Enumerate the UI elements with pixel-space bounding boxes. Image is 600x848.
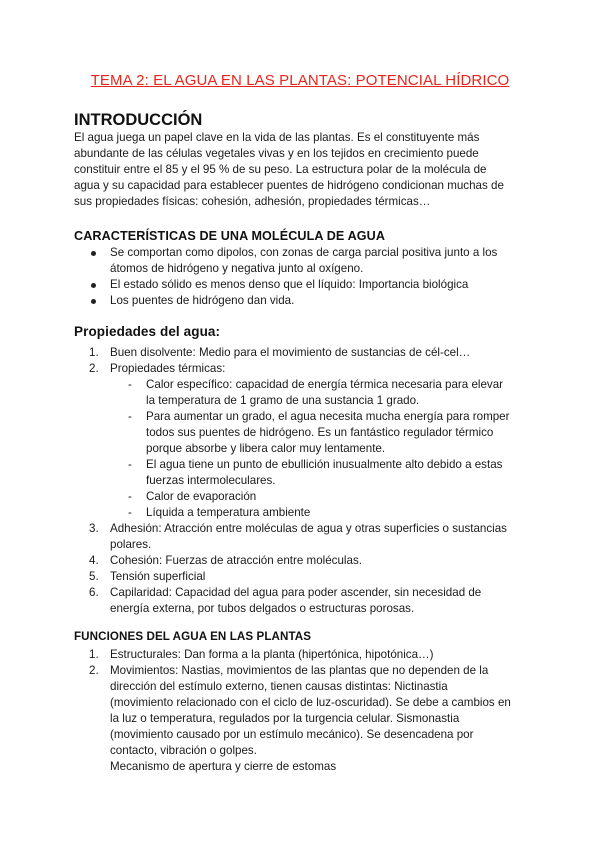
functions-item-line: Movimientos: Nastias, movimientos de las plantas que no dependen de la <box>110 664 489 677</box>
intro-line: sus propiedades físicas: cohesión, adhesión, propiedades térmicas… <box>74 195 431 208</box>
dash-marker: - <box>128 410 132 423</box>
bullet-dot <box>91 251 96 256</box>
intro-line: abundante de las células vegetales vivas y en los tejidos en crecimiento puede <box>74 147 479 160</box>
list-number: 2. <box>89 664 99 677</box>
intro-line: constituir entre el 85 y el 95 % de su peso. La estructura polar de la molécula de <box>74 163 487 176</box>
thermal-subitem-line: la temperatura de 1 gramo de una sustancia 1 grado. <box>146 394 420 407</box>
thermal-subitem-line: Calor específico: capacidad de energía térmica necesaria para elevar <box>146 378 504 391</box>
functions-item-line: contacto, vibración o golpes. <box>110 744 257 757</box>
characteristics-heading: CARACTERÍSTICAS DE UNA MOLÉCULA DE AGUA <box>74 229 386 243</box>
intro-paragraph <box>74 130 532 210</box>
dash-marker: - <box>128 490 132 503</box>
properties-item-line: Capilaridad: Capacidad del agua para poder ascender, sin necesidad de <box>110 586 482 599</box>
properties-heading: Propiedades del agua: <box>74 324 221 339</box>
dash-marker: - <box>128 378 132 391</box>
properties-item-line: energía externa, por tubos delgados o estructuras porosas. <box>110 602 415 615</box>
thermal-subitem-line: Líquida a temperatura ambiente <box>146 506 311 519</box>
bullet-dot <box>91 299 96 304</box>
functions-item-line: (movimiento causado por un estímulo mecánico). Se desencadena por <box>110 728 474 741</box>
thermal-subitem-line: fuerzas intermoleculares. <box>146 474 276 487</box>
functions-heading: FUNCIONES DEL AGUA EN LAS PLANTAS <box>74 630 312 643</box>
dash-marker: - <box>128 458 132 471</box>
list-number: 3. <box>89 522 99 535</box>
properties-item-line: Tensión superficial <box>110 570 206 583</box>
functions-item-line: la luz o temperatura, regulados por la turgencia celular. Sismonastia <box>110 712 460 725</box>
thermal-subitem-line: Para aumentar un grado, el agua necesita mucha energía para romper <box>146 410 510 423</box>
properties-item-line: polares. <box>110 538 152 551</box>
list-number: 5. <box>89 570 99 583</box>
characteristics-item-line: átomos de hidrógeno y negativa junto al oxígeno. <box>110 262 364 275</box>
list-number: 1. <box>89 346 99 359</box>
thermal-subitem-line: El agua tiene un punto de ebullición inusualmente alto debido a estas <box>146 458 503 471</box>
properties-item-line: Cohesión: Fuerzas de atracción entre moléculas. <box>110 554 362 567</box>
list-number: 4. <box>89 554 99 567</box>
properties-item-line: Adhesión: Atracción entre moléculas de agua y otras superficies o sustancias <box>110 522 507 535</box>
thermal-subitem-line: Calor de evaporación <box>146 490 257 503</box>
intro-line: El agua juega un papel clave en la vida de las plantas. Es el constituyente más <box>74 131 480 144</box>
thermal-subitem-line: todos sus puentes de hidrógeno. Es un fantástico regulador térmico <box>146 426 494 439</box>
properties-item-line: Propiedades térmicas: <box>110 362 226 375</box>
functions-item-line: Estructurales: Dan forma a la planta (hipertónica, hipotónica…) <box>110 648 434 661</box>
functions-item-line: Mecanismo de apertura y cierre de estomas <box>110 760 337 773</box>
dash-marker: - <box>128 506 132 519</box>
functions-item-line: (movimiento relacionado con el ciclo de luz-oscuridad). Se debe a cambios en <box>110 696 511 709</box>
characteristics-item-line: El estado sólido es menos denso que el líquido: Importancia biológica <box>110 278 469 291</box>
intro-heading: INTRODUCCIÓN <box>74 111 203 129</box>
thermal-subitem-line: porque absorbe y libera calor muy lentamente. <box>146 442 386 455</box>
characteristics-item-line: Se comportan como dipolos, con zonas de carga parcial positiva junto a los <box>110 246 498 259</box>
list-number: 2. <box>89 362 99 375</box>
page-title: TEMA 2: EL AGUA EN LAS PLANTAS: POTENCIAL HÍDRICO <box>90 72 510 89</box>
list-number: 6. <box>89 586 99 599</box>
intro-line: agua y su capacidad para establecer puentes de hidrógeno condicionan muchas de <box>74 179 504 192</box>
properties-item-line: Buen disolvente: Medio para el movimiento de sustancias de cél-cel… <box>110 346 471 359</box>
list-number: 1. <box>89 648 99 661</box>
functions-item-line: dirección del estímulo externo, tienen causas distintas: Nictinastia <box>110 680 448 693</box>
characteristics-item-line: Los puentes de hidrógeno dan vida. <box>110 294 295 307</box>
bullet-dot <box>91 283 96 288</box>
